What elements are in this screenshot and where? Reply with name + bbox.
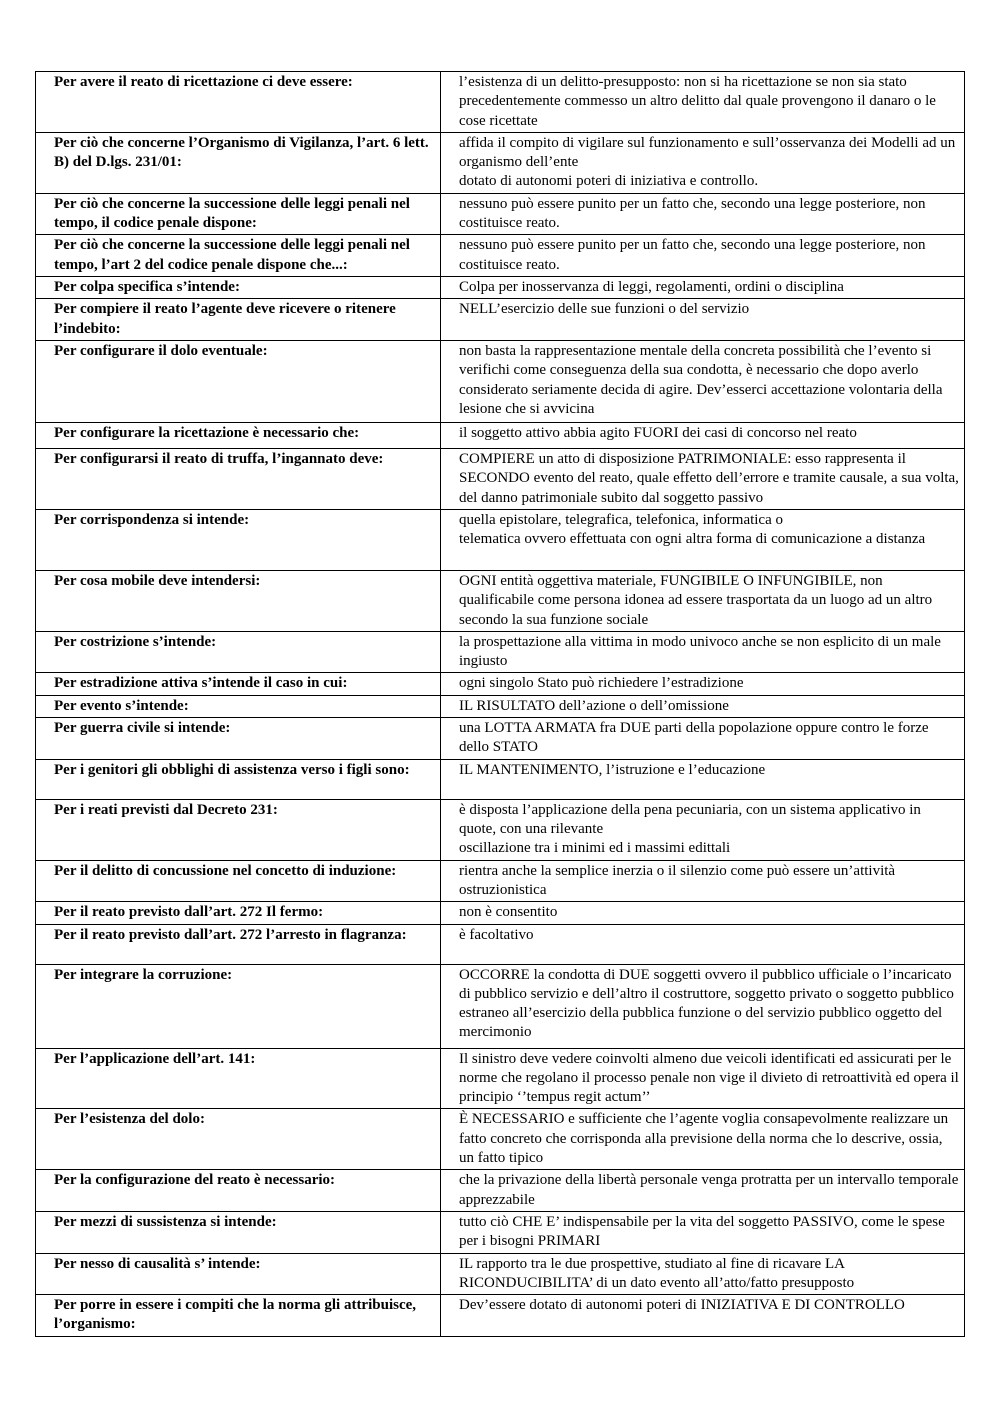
- answer-cell: Il sinistro deve vedere coinvolti almeno due veicoli identificati ed assicurati per le norme che regolano il processo penale non vige il divieto di retroattività ed opera il principio ‘’tempus regit actum’’: [441, 1048, 965, 1109]
- answer-cell: OGNI entità oggettiva materiale, FUNGIBILE O INFUNGIBILE, non qualificabile come persona idonea ad essere trasportata da un luogo ad un altro secondo la sua funzione sociale: [441, 570, 965, 631]
- answer-cell: è facoltativo: [441, 924, 965, 964]
- question-cell: Per i genitori gli obblighi di assistenza verso i figli sono:: [36, 759, 441, 799]
- question-cell: Per il delitto di concussione nel concetto di induzione:: [36, 860, 441, 902]
- table-row: [36, 718, 965, 760]
- table-row: [36, 902, 965, 924]
- answer-cell: Dev’essere dotato di autonomi poteri di INIZIATIVA E DI CONTROLLO: [441, 1295, 965, 1337]
- question-cell: Per avere il reato di ricettazione ci deve essere:: [36, 72, 441, 133]
- qa-table: [35, 71, 965, 1337]
- answer-cell: Colpa per inosservanza di leggi, regolamenti, ordini o disciplina: [441, 277, 965, 299]
- question-cell: Per corrispondenza si intende:: [36, 509, 441, 570]
- table-row: [36, 277, 965, 299]
- question-cell: Per ciò che concerne la successione delle leggi penali nel tempo, il codice penale dispone:: [36, 193, 441, 235]
- answer-cell: nessuno può essere punito per un fatto che, secondo una legge posteriore, non costituisce reato.: [441, 193, 965, 235]
- answer-cell: che la privazione della libertà personale venga protratta per un intervallo temporale apprezzabile: [441, 1170, 965, 1212]
- table-row: [36, 299, 965, 341]
- question-cell: Per guerra civile si intende:: [36, 718, 441, 760]
- question-cell: Per cosa mobile deve intendersi:: [36, 570, 441, 631]
- question-cell: Per costrizione s’intende:: [36, 631, 441, 673]
- table-row: [36, 509, 965, 570]
- table-row: [36, 1170, 965, 1212]
- table-row: [36, 964, 965, 1048]
- answer-cell: IL MANTENIMENTO, l’istruzione e l’educazione: [441, 759, 965, 799]
- qa-table-body: [36, 72, 965, 1337]
- answer-cell: quella epistolare, telegrafica, telefonica, informatica o telematica ovvero effettuata con ogni altra forma di comunicazione a distanza: [441, 509, 965, 570]
- table-row: [36, 860, 965, 902]
- answer-cell: non basta la rappresentazione mentale della concreta possibilità che l’evento si verifichi come conseguenza della sua condotta, è necessario che dopo averlo considerato seriamente decida di agire. Dev’esserci accettazione volontaria della lesione che si avvicina: [441, 340, 965, 422]
- table-row: [36, 695, 965, 717]
- question-cell: Per compiere il reato l’agente deve ricevere o ritenere l’indebito:: [36, 299, 441, 341]
- question-cell: Per configurare il dolo eventuale:: [36, 340, 441, 422]
- answer-cell: affida il compito di vigilare sul funzionamento e sull’osservanza dei Modelli ad un organismo dell’ente dotato di autonomi poteri di iniziativa e controllo.: [441, 132, 965, 193]
- answer-cell: rientra anche la semplice inerzia o il silenzio come può essere un’attività ostruzionistica: [441, 860, 965, 902]
- answer-cell: NELL’esercizio delle sue funzioni o del servizio: [441, 299, 965, 341]
- table-row: [36, 759, 965, 799]
- answer-cell: È NECESSARIO e sufficiente che l’agente voglia consapevolmente realizzare un fatto concreto che corrisponda alla previsione della norma che lo descrive, ossia, un fatto tipico: [441, 1109, 965, 1170]
- table-row: [36, 1109, 965, 1170]
- table-row: [36, 1253, 965, 1295]
- answer-cell: ogni singolo Stato può richiedere l’estradizione: [441, 673, 965, 695]
- table-row: [36, 1048, 965, 1109]
- answer-cell: OCCORRE la condotta di DUE soggetti ovvero il pubblico ufficiale o l’incaricato di pubblico servizio e dell’altro il costruttore, soggetto privato o soggetto pubblico estraneo all’esercizio della pubblica funzione o del servizio pubblico oggetto del mercimonio: [441, 964, 965, 1048]
- question-cell: Per nesso di causalità s’ intende:: [36, 1253, 441, 1295]
- table-row: [36, 673, 965, 695]
- answer-cell: tutto ciò CHE E’ indispensabile per la vita del soggetto PASSIVO, come le spese per i bisogni PRIMARI: [441, 1211, 965, 1253]
- answer-cell: IL rapporto tra le due prospettive, studiato al fine di ricavare LA RICONDUCIBILITA’ di un dato evento all’atto/fatto presupposto: [441, 1253, 965, 1295]
- answer-cell: l’esistenza di un delitto-presupposto: non si ha ricettazione se non sia stato precedentemente commesso un altro delitto dal quale provengono il danaro o le cose ricettate: [441, 72, 965, 133]
- question-cell: Per il reato previsto dall’art. 272 Il fermo:: [36, 902, 441, 924]
- table-row: [36, 1295, 965, 1337]
- question-cell: Per l’applicazione dell’art. 141:: [36, 1048, 441, 1109]
- question-cell: Per l’esistenza del dolo:: [36, 1109, 441, 1170]
- question-cell: Per la configurazione del reato è necessario:: [36, 1170, 441, 1212]
- question-cell: Per i reati previsti dal Decreto 231:: [36, 799, 441, 860]
- question-cell: Per configurarsi il reato di truffa, l’ingannato deve:: [36, 448, 441, 509]
- answer-cell: COMPIERE un atto di disposizione PATRIMONIALE: esso rappresenta il SECONDO evento del reato, quale effetto dell’errore e tramite causale, a sua volta, del danno patrimoniale subito dal soggetto passivo: [441, 448, 965, 509]
- table-row: [36, 422, 965, 448]
- question-cell: Per colpa specifica s’intende:: [36, 277, 441, 299]
- question-cell: Per evento s’intende:: [36, 695, 441, 717]
- question-cell: Per porre in essere i compiti che la norma gli attribuisce, l’organismo:: [36, 1295, 441, 1337]
- answer-cell: IL RISULTATO dell’azione o dell’omissione: [441, 695, 965, 717]
- question-cell: Per integrare la corruzione:: [36, 964, 441, 1048]
- table-row: [36, 235, 965, 277]
- table-row: [36, 132, 965, 193]
- question-cell: Per il reato previsto dall’art. 272 l’arresto in flagranza:: [36, 924, 441, 964]
- table-row: [36, 448, 965, 509]
- table-row: [36, 799, 965, 860]
- table-row: [36, 72, 965, 133]
- question-cell: Per ciò che concerne l’Organismo di Vigilanza, l’art. 6 lett. B) del D.lgs. 231/01:: [36, 132, 441, 193]
- table-row: [36, 631, 965, 673]
- answer-cell: non è consentito: [441, 902, 965, 924]
- table-row: [36, 1211, 965, 1253]
- answer-cell: una LOTTA ARMATA fra DUE parti della popolazione oppure contro le forze dello STATO: [441, 718, 965, 760]
- question-cell: Per mezzi di sussistenza si intende:: [36, 1211, 441, 1253]
- answer-cell: la prospettazione alla vittima in modo univoco anche se non esplicito di un male ingiusto: [441, 631, 965, 673]
- question-cell: Per estradizione attiva s’intende il caso in cui:: [36, 673, 441, 695]
- answer-cell: nessuno può essere punito per un fatto che, secondo una legge posteriore, non costituisce reato.: [441, 235, 965, 277]
- answer-cell: è disposta l’applicazione della pena pecuniaria, con un sistema applicativo in quote, con una rilevante oscillazione tra i minimi ed i massimi edittali: [441, 799, 965, 860]
- table-row: [36, 924, 965, 964]
- answer-cell: il soggetto attivo abbia agito FUORI dei casi di concorso nel reato: [441, 422, 965, 448]
- question-cell: Per configurare la ricettazione è necessario che:: [36, 422, 441, 448]
- table-row: [36, 193, 965, 235]
- question-cell: Per ciò che concerne la successione delle leggi penali nel tempo, l’art 2 del codice penale dispone che...:: [36, 235, 441, 277]
- table-row: [36, 340, 965, 422]
- table-row: [36, 570, 965, 631]
